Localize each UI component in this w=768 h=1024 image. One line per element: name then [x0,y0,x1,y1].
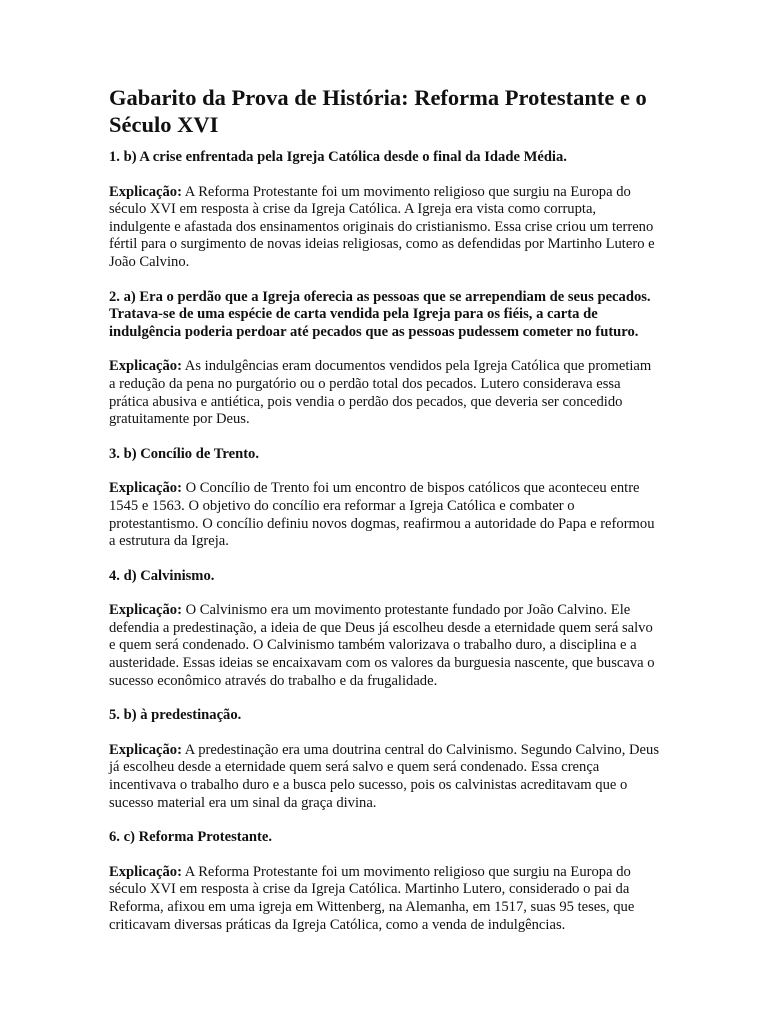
explanation-label: Explicação: [109,480,182,497]
explanation-text: A Reforma Protestante foi um movimento religioso que surgiu na Europa do século XVI em resposta à crise da Igreja Católica. Martinho Lutero, considerado o pai da Reforma, afixou em uma igreja em Wittenberg, na Alemanha, em 1517, suas 95 teses, que criticavam diversas práticas da Igreja Católica, como a venda de indulgências. [109,863,635,933]
explanation-5 [109,742,661,812]
document-page [109,84,661,951]
answer-2: 2. a) Era o perdão que a Igreja oferecia as pessoas que se arrependiam de seus pecados. Tratava-se de uma espécie de carta vendida pela Igreja para os fiéis, a carta de indulgência poderia perdoar até pecados que as pessoas pudessem cometer no futuro. [109,288,651,340]
explanation-2 [109,358,661,428]
answer-5: 5. b) à predestinação. [109,707,242,724]
explanation-text: As indulgências eram documentos vendidos pela Igreja Católica que prometiam a redução da pena no purgatório ou o perdão total dos pecados. Lutero considerava essa prática abusiva e antiética, pois vendia o perdão dos pecados, que deveria ser concedido gratuitamente por Deus. [109,358,652,428]
explanation-text: O Concílio de Trento foi um encontro de bispos católicos que aconteceu entre 1545 e 1563. O objetivo do concílio era reformar a Igreja Católica e combater o protestantismo. O concílio definiu novos dogmas, reafirmou a autoridade do Papa e reformou a estrutura da Igreja. [109,480,655,550]
explanation-4 [109,602,661,690]
explanation-text: A predestinação era uma doutrina central do Calvinismo. Segundo Calvino, Deus já escolheu desde a eternidade quem será salvo e quem será condenado. Essa crença incentivava o trabalho duro e a busca pelo sucesso, pois os calvinistas acreditavam que o sucesso material era um sinal da graça divina. [109,741,659,811]
explanation-label: Explicação: [109,183,182,200]
question-4 [109,568,661,691]
question-1 [109,149,661,272]
explanation-text: O Calvinismo era um movimento protestante fundado por João Calvino. Ele defendia a predestinação, a ideia de que Deus já escolheu desde a eternidade quem será salvo e quem será condenado. O Calvinismo também valorizava o trabalho duro, a disciplina e a austeridade. Essas ideias se encaixavam com os valores da burguesia nascente, que buscava o sucesso econômico através do trabalho e da frugalidade. [109,602,655,689]
document-title: Gabarito da Prova de História: Reforma Protestante e o Século XVI [109,85,647,137]
answer-6: 6. c) Reforma Protestante. [109,829,273,846]
explanation-6 [109,864,661,934]
explanation-text: A Reforma Protestante foi um movimento religioso que surgiu na Europa do século XVI em resposta à crise da Igreja Católica. A Igreja era vista como corrupta, indulgente e afastada dos ensinamentos originais do cristianismo. Essa crise criou um terreno fértil para o surgimento de novas ideias religiosas, como as defendidas por Martinho Lutero e João Calvino. [109,183,655,270]
answer-3: 3. b) Concílio de Trento. [109,445,259,462]
answer-4: 4. d) Calvinismo. [109,567,215,584]
explanation-1 [109,184,661,272]
explanation-3 [109,480,661,550]
answer-1: 1. b) A crise enfrentada pela Igreja Católica desde o final da Idade Média. [109,149,567,165]
explanation-label: Explicação: [109,741,182,758]
question-3 [109,446,661,551]
question-5 [109,707,661,812]
explanation-label: Explicação: [109,602,182,619]
explanation-label: Explicação: [109,358,182,375]
question-6 [109,829,661,934]
question-2 [109,289,661,429]
explanation-label: Explicação: [109,863,182,880]
